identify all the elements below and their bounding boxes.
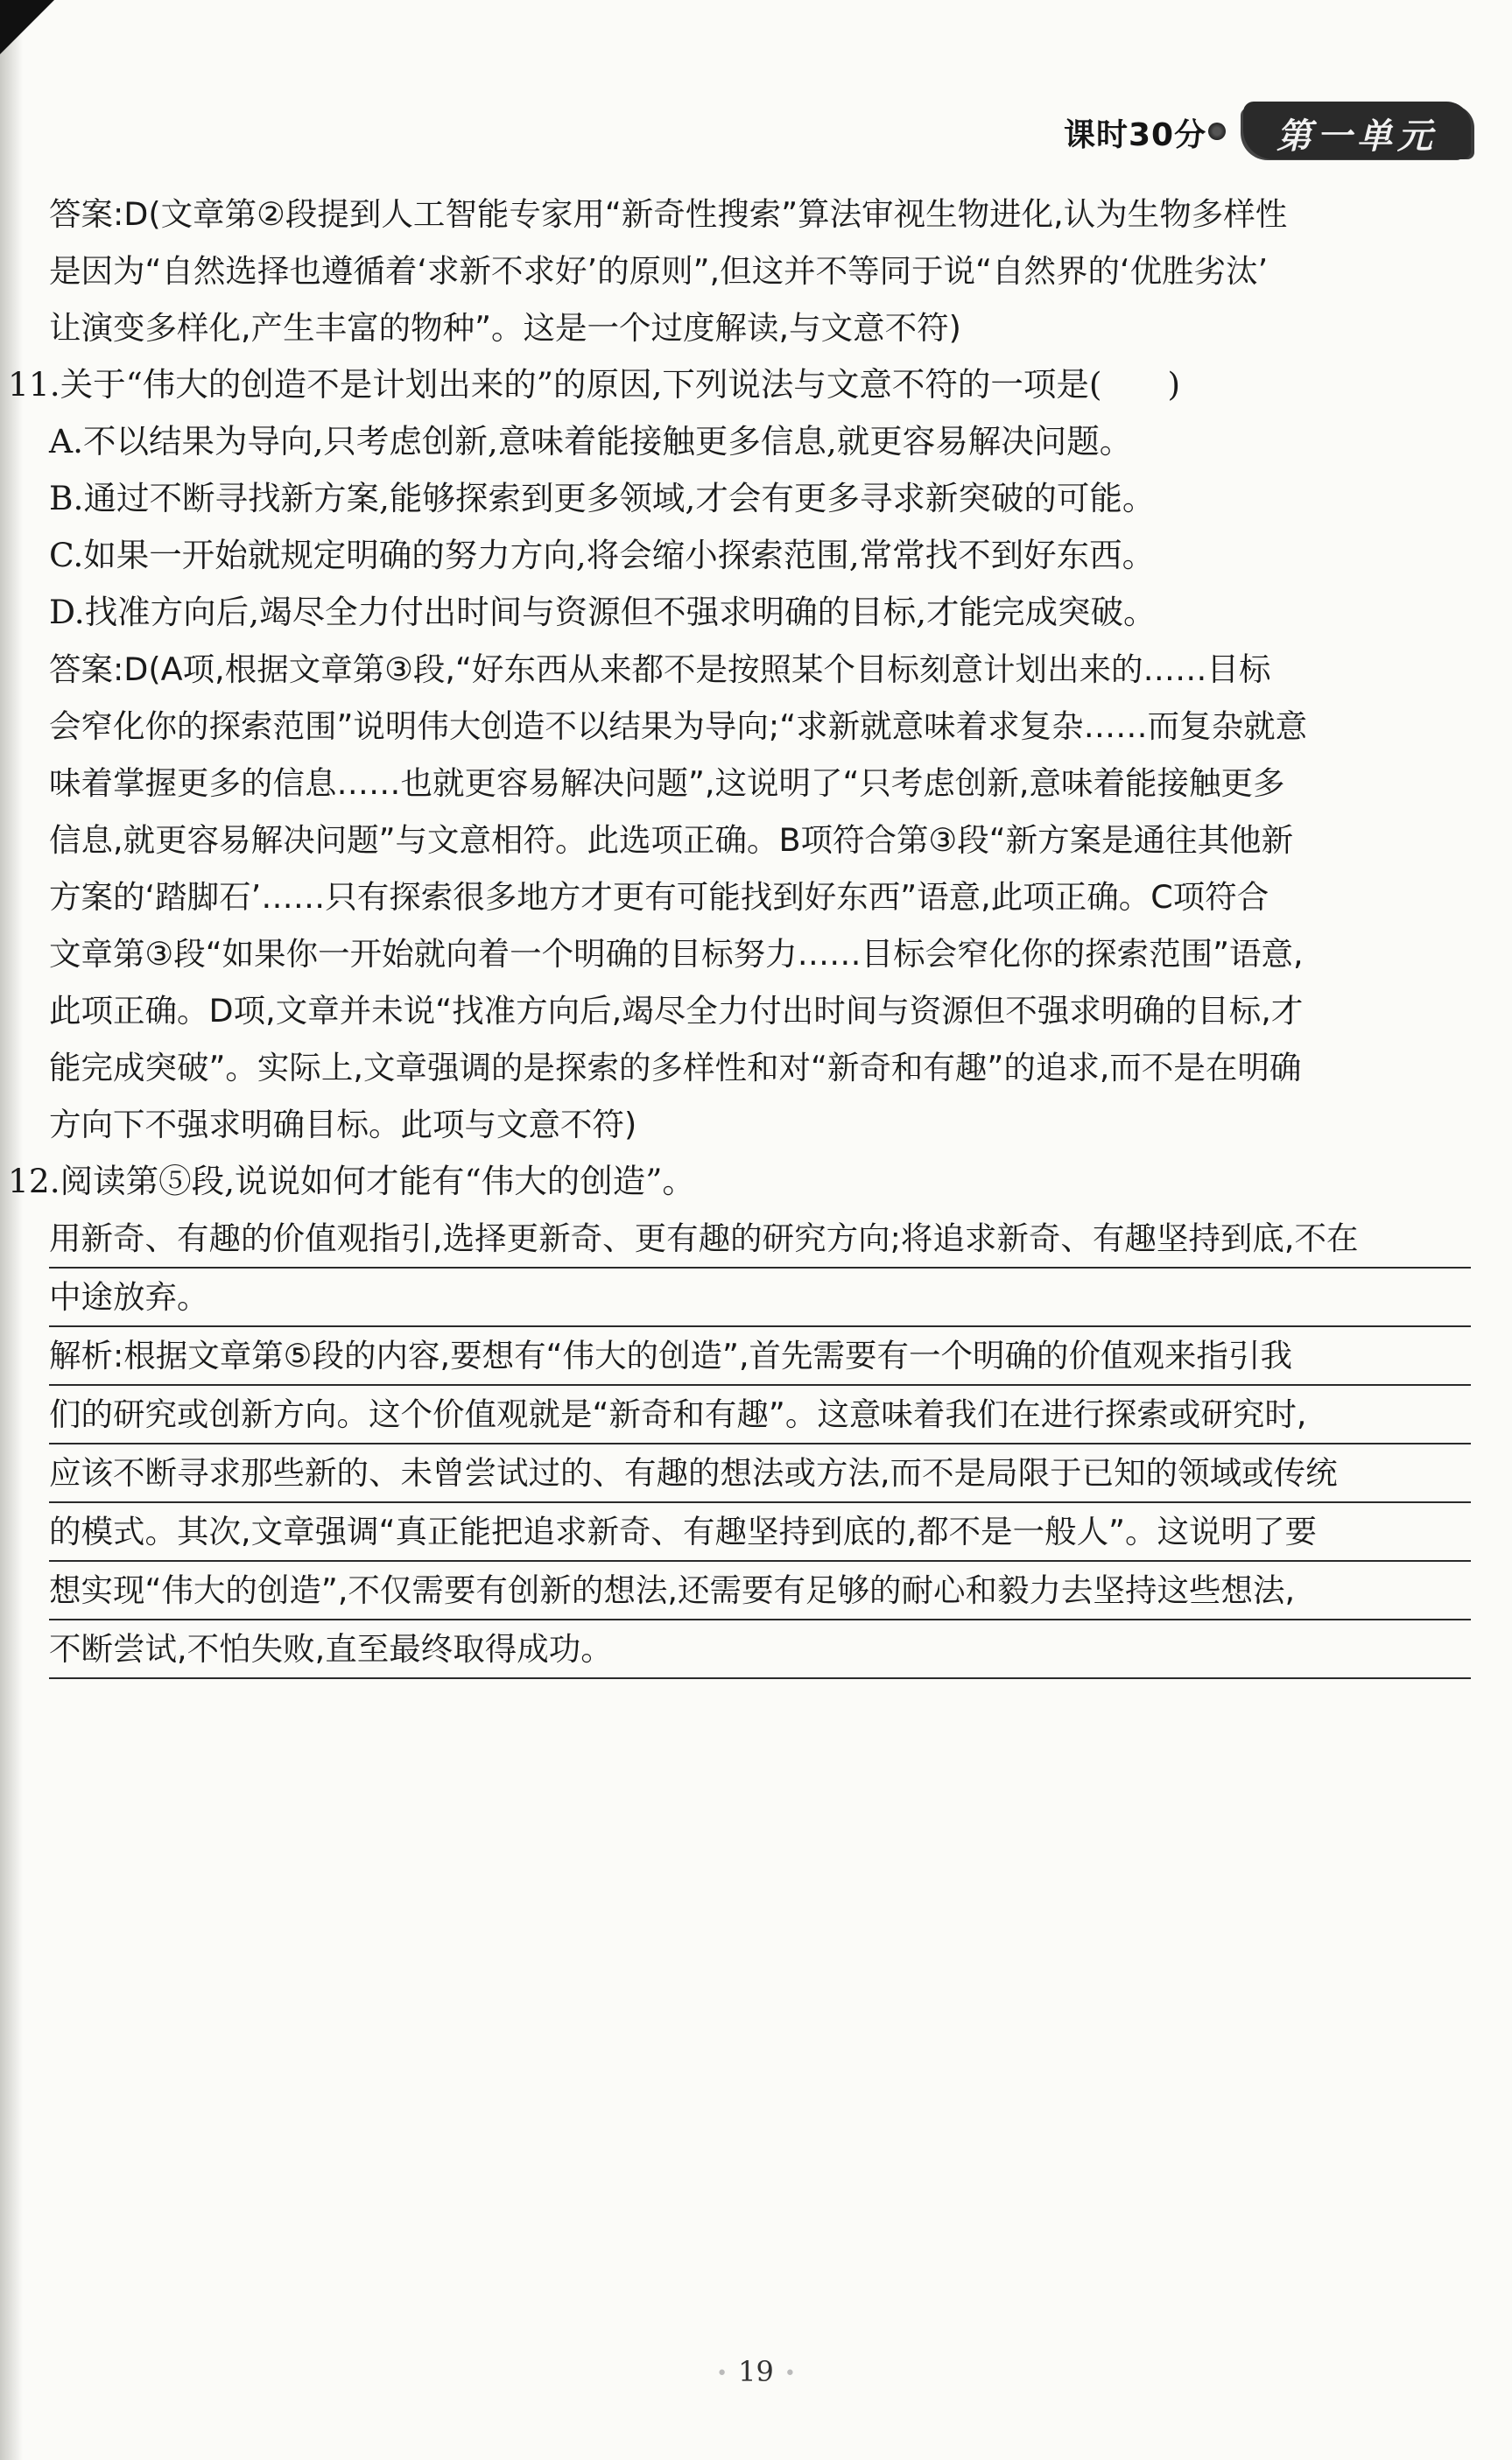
page-number-dot-icon: •: [716, 2363, 728, 2385]
q12-stem: 12.阅读第⑤段,说说如何才能有“伟大的创造”。: [8, 1162, 695, 1200]
q11-answer-line: 方向下不强求明确目标。此项与文意不符): [49, 1106, 637, 1143]
scan-corner-mark: [0, 0, 54, 54]
q10-answer-line: 让演变多样化,产生丰富的物种”。这是一个过度解读,与文意不符): [49, 309, 961, 347]
content-body: [8, 186, 1471, 1679]
q11-answer-line: 文章第③段“如果你一开始就向着一个明确的目标努力……目标会窄化你的探索范围”语意,: [49, 935, 1304, 973]
q12-analysis-line: 应该不断寻求那些新的、未曾尝试过的、有趣的想法或方法,而不是局限于已知的领域或传统: [49, 1444, 1471, 1503]
header-label: 课时30分: [1064, 117, 1207, 153]
q11-option-a: A.不以结果为导向,只考虑创新,意味着能接触更多信息,就更容易解决问题。: [49, 422, 1133, 460]
q12-analysis-line: 的模式。其次,文章强调“真正能把追求新奇、有趣坚持到底的,都不是一般人”。这说明了要: [49, 1503, 1471, 1562]
page-number-dot-icon: •: [784, 2363, 796, 2385]
header-bullet-icon: [1208, 123, 1226, 140]
q11-answer-line: 此项正确。D项,文章并未说“找准方向后,竭尽全力付出时间与资源但不强求明确的目标,才: [49, 992, 1304, 1030]
q12-answer-line: 用新奇、有趣的价值观指引,选择更新奇、更有趣的研究方向;将追求新奇、有趣坚持到底,不在: [49, 1210, 1471, 1269]
q11-answer-line: 味着掌握更多的信息……也就更容易解决问题”,这说明了“只考虑创新,意味着能接触更多: [49, 764, 1285, 802]
q11-option-b: B.通过不断寻找新方案,能够探索到更多领域,才会有更多寻求新突破的可能。: [49, 479, 1156, 517]
q11-option-d: D.找准方向后,竭尽全力付出时间与资源但不强求明确的目标,才能完成突破。: [49, 593, 1157, 631]
q12-analysis-line: 不断尝试,不怕失败,直至最终取得成功。: [49, 1620, 1471, 1679]
q12-analysis-line: 们的研究或创新方向。这个价值观就是“新奇和有趣”。这意味着我们在进行探索或研究时,: [49, 1386, 1471, 1444]
page-header: [1064, 98, 1475, 168]
q12-analysis-line: 解析:根据文章第⑤段的内容,要想有“伟大的创造”,首先需要有一个明确的价值观来指引我: [49, 1327, 1471, 1386]
q11-answer-line: 能完成突破”。实际上,文章强调的是探索的多样性和对“新奇和有趣”的追求,而不是在明确: [49, 1049, 1302, 1086]
q12-answer-line: 中途放弃。: [49, 1269, 1471, 1327]
q12-analysis-line: 想实现“伟大的创造”,不仅需要有创新的想法,还需要有足够的耐心和毅力去坚持这些想法,: [49, 1562, 1471, 1620]
unit-banner: [1243, 102, 1471, 159]
unit-banner-text: 第一单元: [1276, 116, 1438, 157]
q11-answer-line: 会窄化你的探索范围”说明伟大创造不以结果为导向;“求新就意味着求复杂……而复杂就意: [49, 707, 1308, 745]
q11-answer-line: 信息,就更容易解决问题”与文意相符。此选项正确。B项符合第③段“新方案是通往其他新: [49, 821, 1294, 859]
q11-stem: 11.关于“伟大的创造不是计划出来的”的原因,下列说法与文意不符的一项是( ): [8, 365, 1181, 404]
q11-answer-line: 方案的‘踏脚石’……只有探索很多地方才更有可能找到好东西”语意,此项正确。C项符合: [49, 878, 1269, 916]
q11-option-c: C.如果一开始就规定明确的努力方向,将会缩小探索范围,常常找不到好东西。: [49, 536, 1156, 574]
page-number: [0, 2355, 1512, 2388]
q10-answer-line: 是因为“自然选择也遵循着‘求新不求好’的原则”,但这并不等同于说“自然界的‘优胜劣汰’: [49, 252, 1269, 290]
q11-answer-line: 答案:D(A项,根据文章第③段,“好东西从来都不是按照某个目标刻意计划出来的……目标: [49, 650, 1271, 688]
q10-answer-line: 答案:D(文章第②段提到人工智能专家用“新奇性搜索”算法审视生物进化,认为生物多样性: [49, 195, 1288, 233]
page-number-text: 19: [738, 2355, 774, 2388]
